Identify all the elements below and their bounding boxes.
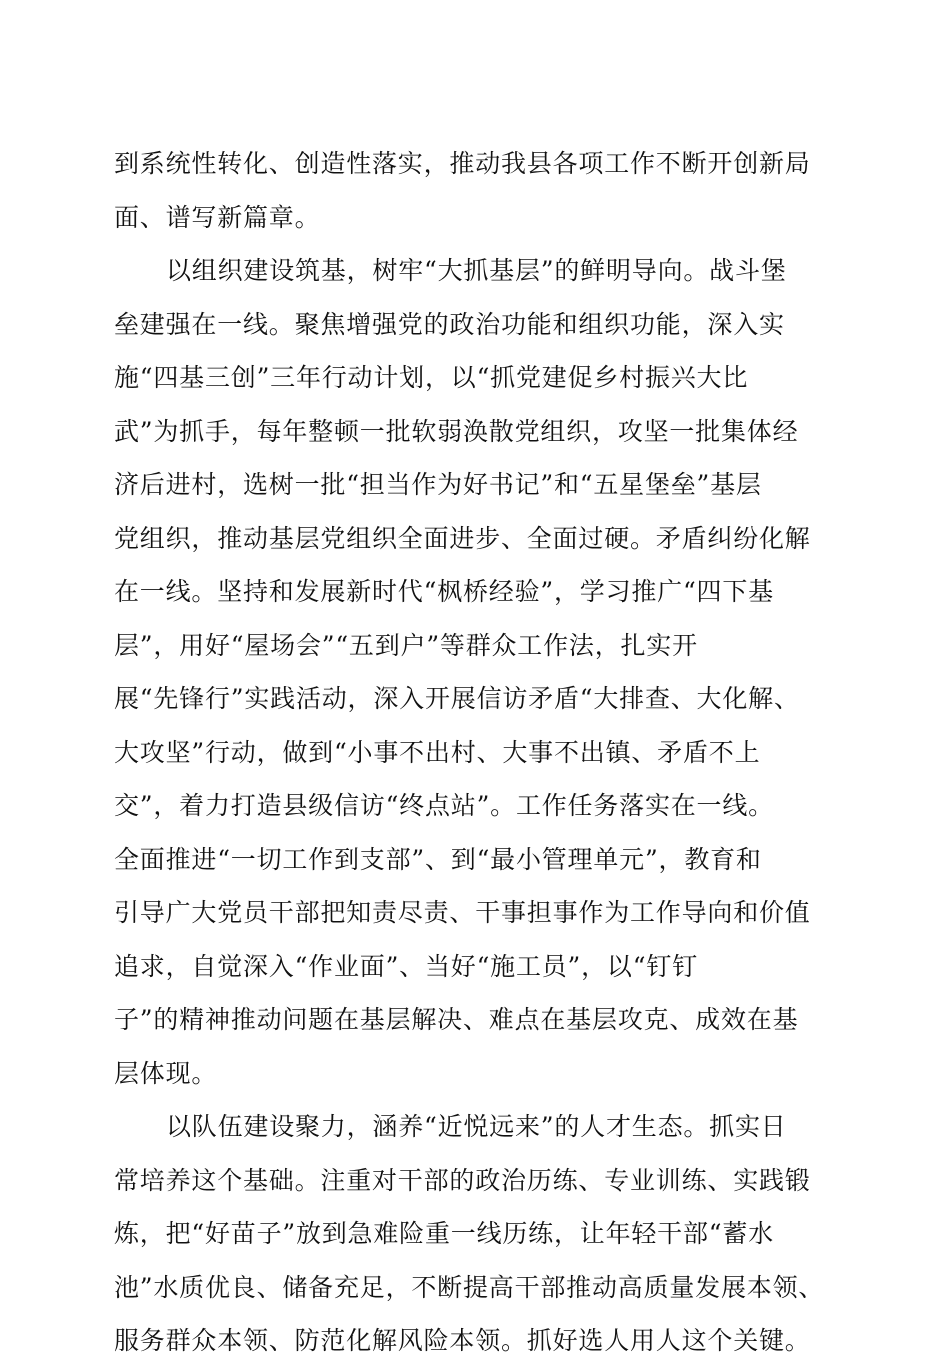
text-line: 池”水质优良、储备充足，不断提高干部推动高质量发展本领、 bbox=[114, 1272, 825, 1302]
text-line: 垒建强在一线。聚焦增强党的政治功能和组织功能，深入实 bbox=[114, 309, 785, 339]
text-line: 面、谱写新篇章。 bbox=[114, 202, 321, 232]
text-line: 追求，自觉深入“作业面”、当好“施工员”，以“钉钉 bbox=[114, 951, 698, 981]
text-line: 在一线。坚持和发展新时代“枫桥经验”，学习推广“四下基 bbox=[114, 577, 774, 606]
text-line: 全面推进“一切工作到支部”、到“最小管理单元”，教育和 bbox=[114, 844, 762, 874]
text-line: 武”为抓手，每年整顿一批软弱涣散党组织，攻坚一批集体经 bbox=[114, 416, 799, 446]
text-line: 到系统性转化、创造性落实，推动我县各项工作不断开创新局 bbox=[114, 149, 811, 178]
paragraph-start-line: 以组织建设筑基，树牢“大抓基层”的鲜明导向。战斗堡 bbox=[166, 256, 787, 285]
text-line: 展“先锋行”实践活动，深入开展信访矛盾“大排查、大化解、 bbox=[114, 684, 800, 713]
text-line: 服务群众本领、防范化解风险本领。抓好选人用人这个关键。 bbox=[114, 1326, 811, 1355]
text-line: 大攻坚”行动，做到“小事不出村、大事不出镇、矛盾不上 bbox=[114, 737, 761, 767]
text-line: 子”的精神推动问题在基层解决、难点在基层攻克、成效在基 bbox=[114, 1005, 799, 1034]
text-line: 施“四基三创”三年行动计划，以“抓党建促乡村振兴大比 bbox=[114, 363, 749, 392]
text-line: 济后进村，选树一批“担当作为好书记”和“五星堡垒”基层 bbox=[114, 470, 762, 499]
text-line: 引导广大党员干部把知责尽责、干事担事作为工作导向和价值 bbox=[114, 898, 811, 927]
text-line: 党组织，推动基层党组织全面进步、全面过硬。矛盾纠纷化解 bbox=[114, 523, 811, 553]
text-line: 交”，着力打造县级信访“终点站”。工作任务落实在一线。 bbox=[114, 791, 774, 820]
text-line: 常培养这个基础。注重对干部的政治历练、专业训练、实践锻 bbox=[114, 1165, 811, 1195]
text-line: 层体现。 bbox=[114, 1058, 218, 1088]
document-body bbox=[114, 137, 844, 1368]
paragraph-start-line: 以队伍建设聚力，涵养“近悦远来”的人才生态。抓实日 bbox=[166, 1112, 787, 1141]
text-line: 炼，把“好苗子”放到急难险重一线历练，让年轻干部“蓄水 bbox=[114, 1219, 774, 1248]
text-line: 层”，用好“屋场会”“五到户”等群众工作法，扎实开 bbox=[114, 630, 698, 660]
